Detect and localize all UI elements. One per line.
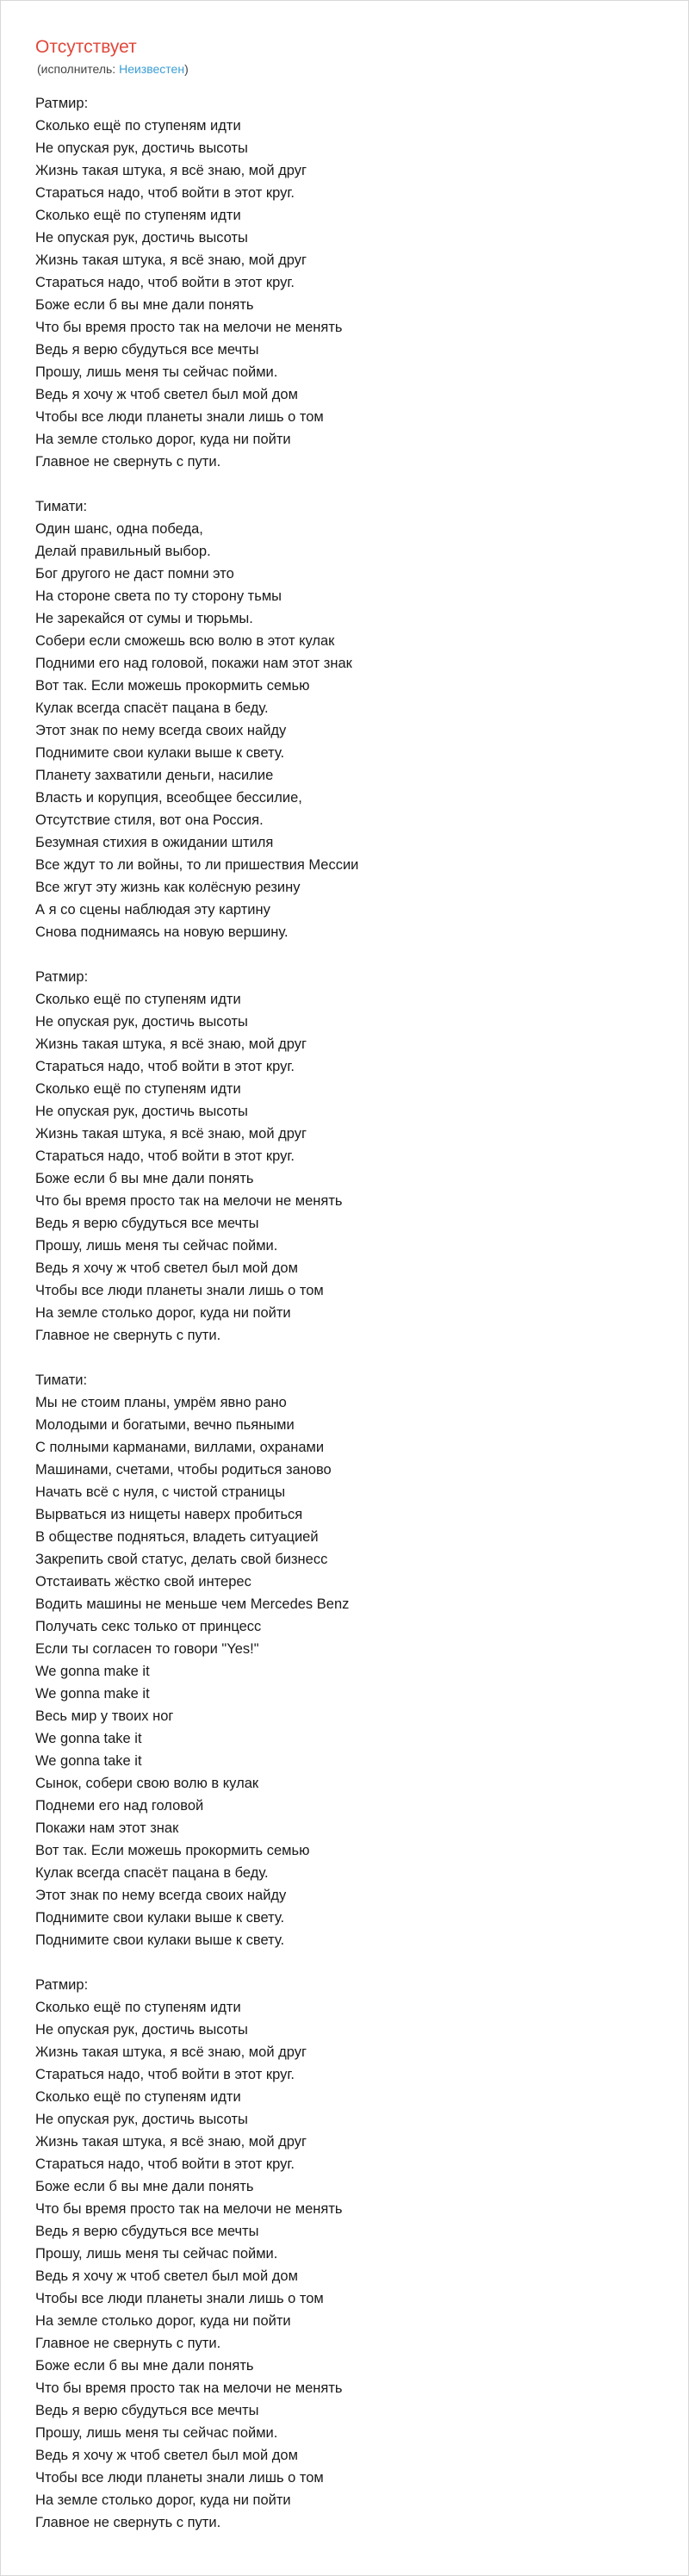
lyric-line: We gonna take it	[35, 1731, 142, 1746]
lyric-line: Сколько ещё по ступеням идти	[35, 118, 241, 134]
lyric-line: Все жгут эту жизнь как колёсную резину	[35, 880, 301, 895]
lyric-line: Молодыми и богатыми, вечно пьяными	[35, 1417, 295, 1433]
lyric-line: Стараться надо, чтоб войти в этот круг.	[35, 2067, 295, 2082]
lyric-line: Стараться надо, чтоб войти в этот круг.	[35, 185, 295, 201]
lyric-line: Тимати:	[35, 1372, 88, 1388]
lyric-line: Поднеми его над головой	[35, 1798, 204, 1814]
lyric-line: Мы не стоим планы, умрём явно рано	[35, 1395, 287, 1410]
lyric-line: Сынок, собери свою волю в кулак	[35, 1776, 259, 1791]
lyric-line: Что бы время просто так на мелочи не менять	[35, 320, 343, 335]
lyrics-stanza	[35, 92, 673, 473]
lyric-line: Один шанс, одна победа,	[35, 521, 203, 537]
lyric-line: Что бы время просто так на мелочи не менять	[35, 2201, 343, 2217]
lyric-line: Делай правильный выбор.	[35, 544, 211, 559]
lyric-line: Что бы время просто так на мелочи не менять	[35, 1193, 343, 1209]
lyric-line: Не опуская рук, достичь высоты	[35, 1104, 248, 1119]
lyric-line: Этот знак по нему всегда своих найду	[35, 1888, 287, 1903]
lyric-line: Ратмир:	[35, 969, 89, 985]
lyric-line: В обществе подняться, владеть ситуацией	[35, 1529, 319, 1545]
lyric-line: Водить машины не меньше чем Mercedes Benz	[35, 1596, 350, 1612]
lyric-line: Кулак всегда спасёт пацана в беду.	[35, 700, 269, 716]
lyric-line: Ведь я хочу ж чтоб светел был мой дом	[35, 2268, 298, 2284]
lyric-line: На стороне света по ту сторону тьмы	[35, 588, 282, 604]
lyric-line: На земле столько дорог, куда ни пойти	[35, 2313, 291, 2329]
lyric-line: Прошу, лишь меня ты сейчас пойми.	[35, 2425, 278, 2441]
lyric-line: Не опуская рук, достичь высоты	[35, 230, 248, 246]
lyric-line: Все ждут то ли войны, то ли пришествия Мессии	[35, 857, 359, 873]
lyric-line: Ведь я хочу ж чтоб светел был мой дом	[35, 2448, 298, 2463]
lyric-line: Отстаивать жёстко свой интерес	[35, 1574, 251, 1590]
lyric-line: Сколько ещё по ступеням идти	[35, 208, 241, 223]
lyric-line: Покажи нам этот знак	[35, 1820, 179, 1836]
lyric-line: Главное не свернуть с пути.	[35, 454, 221, 470]
lyric-line: Жизнь такая штука, я всё знаю, мой друг	[35, 163, 307, 178]
lyric-line: Ратмир:	[35, 96, 89, 111]
lyric-line: Бог другого не даст помни это	[35, 566, 234, 582]
lyric-line: Получать секс только от принцесс	[35, 1619, 262, 1634]
lyric-line: Отсутствие стиля, вот она Россия.	[35, 812, 264, 828]
lyric-line: Этот знак по нему всегда своих найду	[35, 723, 287, 738]
lyric-line: Не зарекайся от сумы и тюрьмы.	[35, 611, 253, 626]
lyrics-stanza	[35, 966, 673, 1347]
lyric-line: Что бы время просто так на мелочи не менять	[35, 2380, 343, 2396]
lyric-line: Вырваться из нищеты наверх пробиться	[35, 1507, 303, 1522]
lyric-line: Главное не свернуть с пути.	[35, 2515, 221, 2530]
lyric-line: Чтобы все люди планеты знали лишь о том	[35, 2470, 324, 2486]
lyric-line: А я со сцены наблюдая эту картину	[35, 902, 270, 918]
lyric-line: We gonna make it	[35, 1686, 150, 1702]
lyric-line: Вот так. Если можешь прокормить семью	[35, 678, 310, 694]
lyric-line: Жизнь такая штука, я всё знаю, мой друг	[35, 1036, 307, 1052]
lyric-line: Чтобы все люди планеты знали лишь о том	[35, 2291, 324, 2306]
song-title: Отсутствует	[35, 37, 137, 57]
lyrics-stanza	[35, 495, 673, 943]
lyric-line: На земле столько дорог, куда ни пойти	[35, 1305, 291, 1321]
lyric-line: Ратмир:	[35, 1977, 89, 1993]
lyric-line: Боже если б вы мне дали понять	[35, 2358, 254, 2374]
lyric-line: Собери если сможешь всю волю в этот кулак	[35, 633, 335, 649]
lyric-line: Тимати:	[35, 499, 88, 514]
lyric-line: Планету захватили деньги, насилие	[35, 768, 274, 783]
lyric-line: Поднимите свои кулаки выше к свету.	[35, 745, 285, 761]
lyrics-body	[35, 92, 673, 2556]
lyric-line: Стараться надо, чтоб войти в этот круг.	[35, 275, 295, 290]
lyric-line: Жизнь такая штука, я всё знаю, мой друг	[35, 2134, 307, 2150]
lyric-line: Боже если б вы мне дали понять	[35, 297, 254, 313]
lyric-line: We gonna make it	[35, 1664, 150, 1679]
lyric-line: We gonna take it	[35, 1753, 142, 1769]
lyric-line: Не опуская рук, достичь высоты	[35, 2112, 248, 2127]
lyric-line: Стараться надо, чтоб войти в этот круг.	[35, 1059, 295, 1074]
lyric-line: Жизнь такая штука, я всё знаю, мой друг	[35, 2044, 307, 2060]
lyric-line: Ведь я хочу ж чтоб светел был мой дом	[35, 387, 298, 402]
lyric-line: На земле столько дорог, куда ни пойти	[35, 2492, 291, 2508]
lyric-line: Закрепить свой статус, делать свой бизнесс	[35, 1552, 328, 1567]
lyric-line: Начать всё с нуля, с чистой страницы	[35, 1484, 286, 1500]
lyric-line: Стараться надо, чтоб войти в этот круг.	[35, 2156, 295, 2172]
lyric-line: Снова поднимаясь на новую вершину.	[35, 924, 289, 940]
lyric-line: На земле столько дорог, куда ни пойти	[35, 432, 291, 447]
lyric-line: Сколько ещё по ступеням идти	[35, 992, 241, 1007]
lyric-line: Поднимите свои кулаки выше к свету.	[35, 1932, 285, 1948]
lyric-line: Не опуская рук, достичь высоты	[35, 1014, 248, 1030]
lyric-line: Подними его над головой, покажи нам этот знак	[35, 656, 352, 671]
lyric-line: Стараться надо, чтоб войти в этот круг.	[35, 1148, 295, 1164]
artist-link[interactable]: Неизвестен	[119, 62, 185, 76]
lyric-line: Ведь я верю сбудуться все мечты	[35, 2224, 259, 2239]
lyric-line: С полными карманами, виллами, охранами	[35, 1440, 325, 1455]
lyric-line: Прошу, лишь меня ты сейчас пойми.	[35, 1238, 278, 1254]
lyric-line: Безумная стихия в ожидании штиля	[35, 835, 274, 850]
artist-suffix: )	[184, 62, 189, 76]
lyric-line: Чтобы все люди планеты знали лишь о том	[35, 409, 324, 425]
lyric-line: Ведь я верю сбудуться все мечты	[35, 342, 259, 358]
lyric-line: Не опуская рук, достичь высоты	[35, 140, 248, 156]
lyric-line: Ведь я верю сбудуться все мечты	[35, 1216, 259, 1231]
lyric-line: Если ты согласен то говори "Yes!"	[35, 1641, 259, 1657]
lyric-line: Вот так. Если можешь прокормить семью	[35, 1843, 310, 1858]
lyric-line: Весь мир у твоих ног	[35, 1708, 174, 1724]
lyric-line: Жизнь такая штука, я всё знаю, мой друг	[35, 252, 307, 268]
lyric-line: Прошу, лишь меня ты сейчас пойми.	[35, 364, 278, 380]
lyric-line: Власть и корупция, всеобщее бессилие,	[35, 790, 302, 806]
lyric-line: Не опуская рук, достичь высоты	[35, 2022, 248, 2038]
lyric-line: Чтобы все люди планеты знали лишь о том	[35, 1283, 324, 1298]
lyric-line: Поднимите свои кулаки выше к свету.	[35, 1910, 285, 1926]
lyric-line: Жизнь такая штука, я всё знаю, мой друг	[35, 1126, 307, 1142]
lyric-line: Боже если б вы мне дали понять	[35, 2179, 254, 2194]
lyric-line: Кулак всегда спасёт пацана в беду.	[35, 1865, 269, 1881]
artist-prefix: (исполнитель:	[37, 62, 120, 76]
lyrics-stanza	[35, 1369, 673, 1951]
lyrics-stanza	[35, 1974, 673, 2534]
lyric-line: Главное не свернуть с пути.	[35, 2336, 221, 2351]
lyric-line: Сколько ещё по ступеням идти	[35, 2089, 241, 2105]
lyric-line: Боже если б вы мне дали понять	[35, 1171, 254, 1186]
lyric-line: Прошу, лишь меня ты сейчас пойми.	[35, 2246, 278, 2262]
lyric-line: Сколько ещё по ступеням идти	[35, 2000, 241, 2015]
lyric-line: Главное не свернуть с пути.	[35, 1328, 221, 1343]
lyric-line: Машинами, счетами, чтобы родиться заново	[35, 1462, 332, 1478]
lyric-line: Ведь я хочу ж чтоб светел был мой дом	[35, 1260, 298, 1276]
lyric-line: Сколько ещё по ступеням идти	[35, 1081, 241, 1097]
lyric-line: Ведь я верю сбудуться все мечты	[35, 2403, 259, 2418]
song-artist	[37, 61, 189, 77]
